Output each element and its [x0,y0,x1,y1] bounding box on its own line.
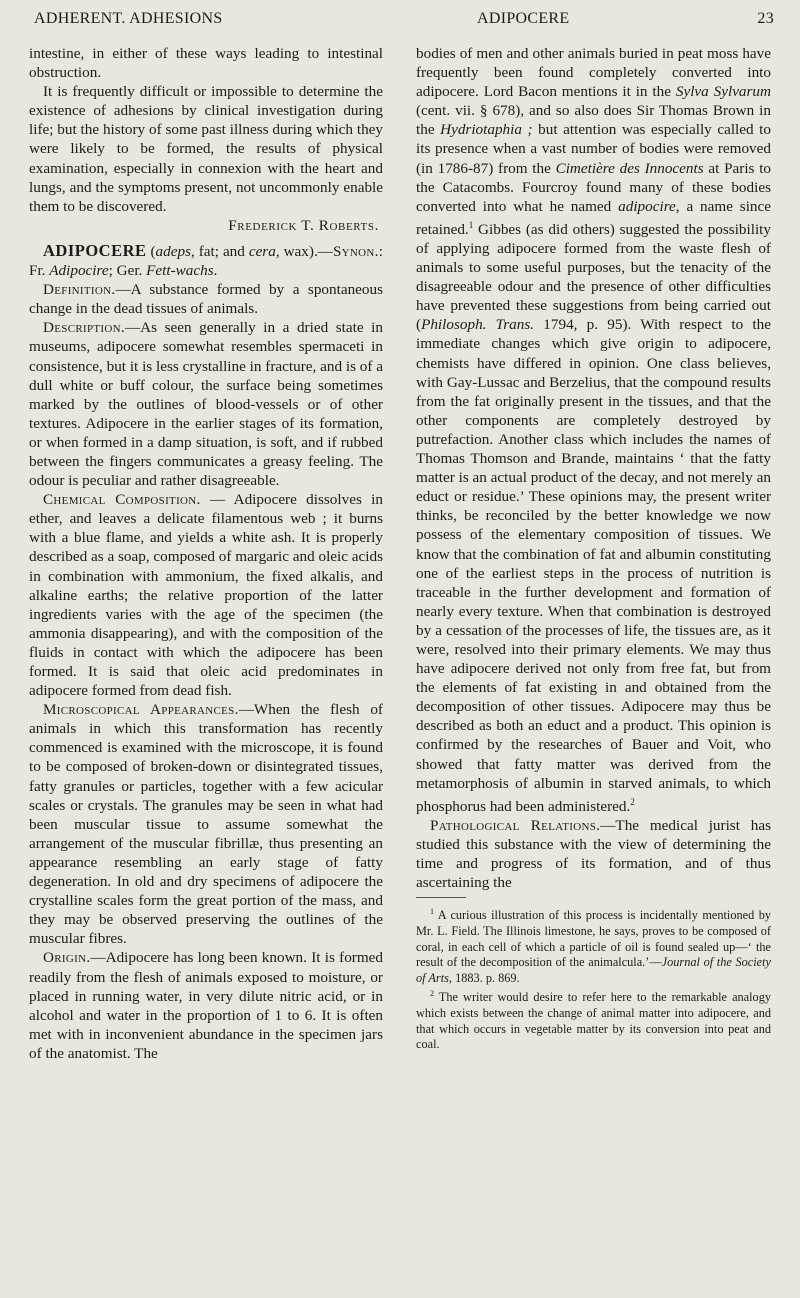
pathological-paragraph: Pathological Relations.—The medical jurist has studied this substance with the view of determining the time and progress of its formation, and of thus ascertaining the [416,816,771,892]
article-author: Frederick T. Roberts. [228,216,379,234]
page-number: 23 [757,10,774,27]
header-left-title: ADHERENT. ADHESIONS [34,10,223,27]
running-header [30,10,774,36]
adipocere-entry-heading: ADIPOCERE (adeps, fat; and cera, wax).—Synon.: Fr. Adipocire; Ger. Fett-wachs. [29,240,383,280]
microscopical-paragraph: Microscopical Appearances.—When the flesh of animals in which this transformation has recently commenced is examined with the microscope, it is found to be composed of broken-down or disintegrated tissues, fatty granules or particles, together with a few acicular scales or crystals. The granules may be seen in what had been muscular tissue to assume somewhat the arrangement of the muscular fibrillæ, thus presenting an appearance resembling an early stage of fatty degeneration. In old and dry specimens of adipocere the crystalline scales form the great portion of the mass, and they may be observed preserving the outlines of the muscular fibres. [29,701,383,948]
footnote-ref-2: 2 [630,796,635,807]
footnote-ref-1: 1 [468,219,474,230]
chemical-composition-paragraph: Chemical Composition. — Adipocere dissolves in ether, and leaves a delicate filamentous web ; it burns with a blue flame, and yields a white ash. It is properly described as a soap, composed of margaric and oleic acids in combination with ammonium, the fixed alkalis, and alkaline earths; the relative proportion of the latter ingredients varies with the age of the specimen (the ammonia disappearing), and with the composition of the fluids in contact with which the adipocere has been formed. It is said that oleic acid predominates in adipocere formed from dead fish. [29,491,383,700]
footnote-1: $^1$ A curious illustration of this process is incidentally mentioned by Mr. L. Field. The Illinois limestone, he says, proves to be composed of coral, in each cell of which a particle of oil is found sealed up—‘ the result of the decomposition of the animalcula.’—Journal of the Society of Arts, 1883. p. 869. [416,907,771,985]
adhesions-paragraph: It is frequently difficult or impossible to determine the existence of adhesions by clinical investigation during life; but the history of some past illness during which they were likely to be formed, the results of physical examination, especially in connexion with the heart and lungs, and the symptoms present, not uncommonly enable them to be discovered. [29,83,383,215]
headword: ADIPOCERE [43,240,147,260]
header-center-title: ADIPOCERE [477,10,570,27]
definition-paragraph: Definition.—A substance formed by a spontaneous change in the dead tissues of animals. [29,281,383,318]
microscopical-label: Microscopical Appearances. [43,701,239,719]
chemical-composition-label: Chemical Composition. [43,491,201,509]
synonym-label: Synon. [332,242,379,260]
footnote-2: $^2$ The writer would desire to refer here to the remarkable analogy which exists between the change of animal matter into adipocere, and that which occurs in vegetable matter by its conversion into peat and coal. [416,989,771,1052]
definition-label: Definition. [43,281,116,299]
pathological-label: Pathological Relations. [430,816,601,834]
adhesions-continuation: intestine, in either of these ways leading to intestinal obstruction. [29,45,383,82]
right-column [416,44,771,1053]
origin-label: Origin. [43,949,91,967]
origin-continuation: bodies of men and other animals buried in peat moss have frequently been found completely converted into adipocere. Lord Bacon mentions it in the Sylva Sylvarum (cent. vii. § 678), and so also does Sir Thomas Brown in the Hydriotaphia ; but attention was especially called to its presence when a vast number of bodies were removed (in 1786-87) from the Cimetière des Innocents at Paris to the Catacombs. Fourcroy found many of these bodies converted into what he named adipocire, a name since retained.$^1$ Gibbes (as did others) suggested the possibility of applying adipocere formed from the waste flesh of animals to some useful purposes, but the tenacity of the disagreeable odour and the presence of other difficulties have prevented these suggestions from being carried out (Philosoph. Trans. 1794, p. 95). With respect to the immediate changes which give origin to adipocere, chemists have differed in opinion. One class believes, with Gay-Lussac and Berzelius, that the compound results from the fat originally present in the tissues, and that the other components are completely destroyed by putrefaction. Another class which includes the names of Thomas Thomson and Brande, maintains ‘ that the fatty matter is an actual product of the decay, and not merely an educt or residue.’ These opinions may, the present writer thinks, be reconciled by the better knowledge we now possess of the elementary composition of tissues. We know that the combination of fat and albumin constituting one of the earliest steps in the process of nutrition is traceable in the further development and formation of nearly every texture. When that combination is destroyed by a cessation of the processes of life, the tissues are, as it were, resolved into their primary elements. We may thus have adipocere derived not only from free fat, but from the elements of fat existing in and obtained from the decomposition of other tissues. Adipocere may thus be described as both an educt and a product. This opinion is confirmed by the researches of Bauer and Voit, who showed that fatty matter was derived from the metamorphosis of albumin in starved animals, to which phosphorus had been administered.$^2$ [416,45,772,815]
left-column [29,44,383,1063]
footnote-rule [416,897,466,898]
description-paragraph: Description.—As seen generally in a dried state in museums, adipocere somewhat resembles spermaceti in consistence, but it is less crystalline in fracture, and is of a dull white or buff colour, the surface being sometimes marked by the outlines of blood-vessels or of other textures. Adipocere in the earlier stages of its formation, or when formed in a damp situation, is soft, and if rubbed between the fingers communicates a greasy feeling. The odour is peculiar and rather disagreeable. [29,319,383,490]
description-label: Description. [43,319,125,337]
origin-paragraph: Origin.—Adipocere has long been known. It is formed readily from the flesh of animals exposed to moisture, or placed in running water, in very dilute nitric acid, or in alcohol and water in the proportion of 1 to 6. It is often met with in inconvenient abundance in the specimen jars of the anatomist. The [29,949,383,1062]
